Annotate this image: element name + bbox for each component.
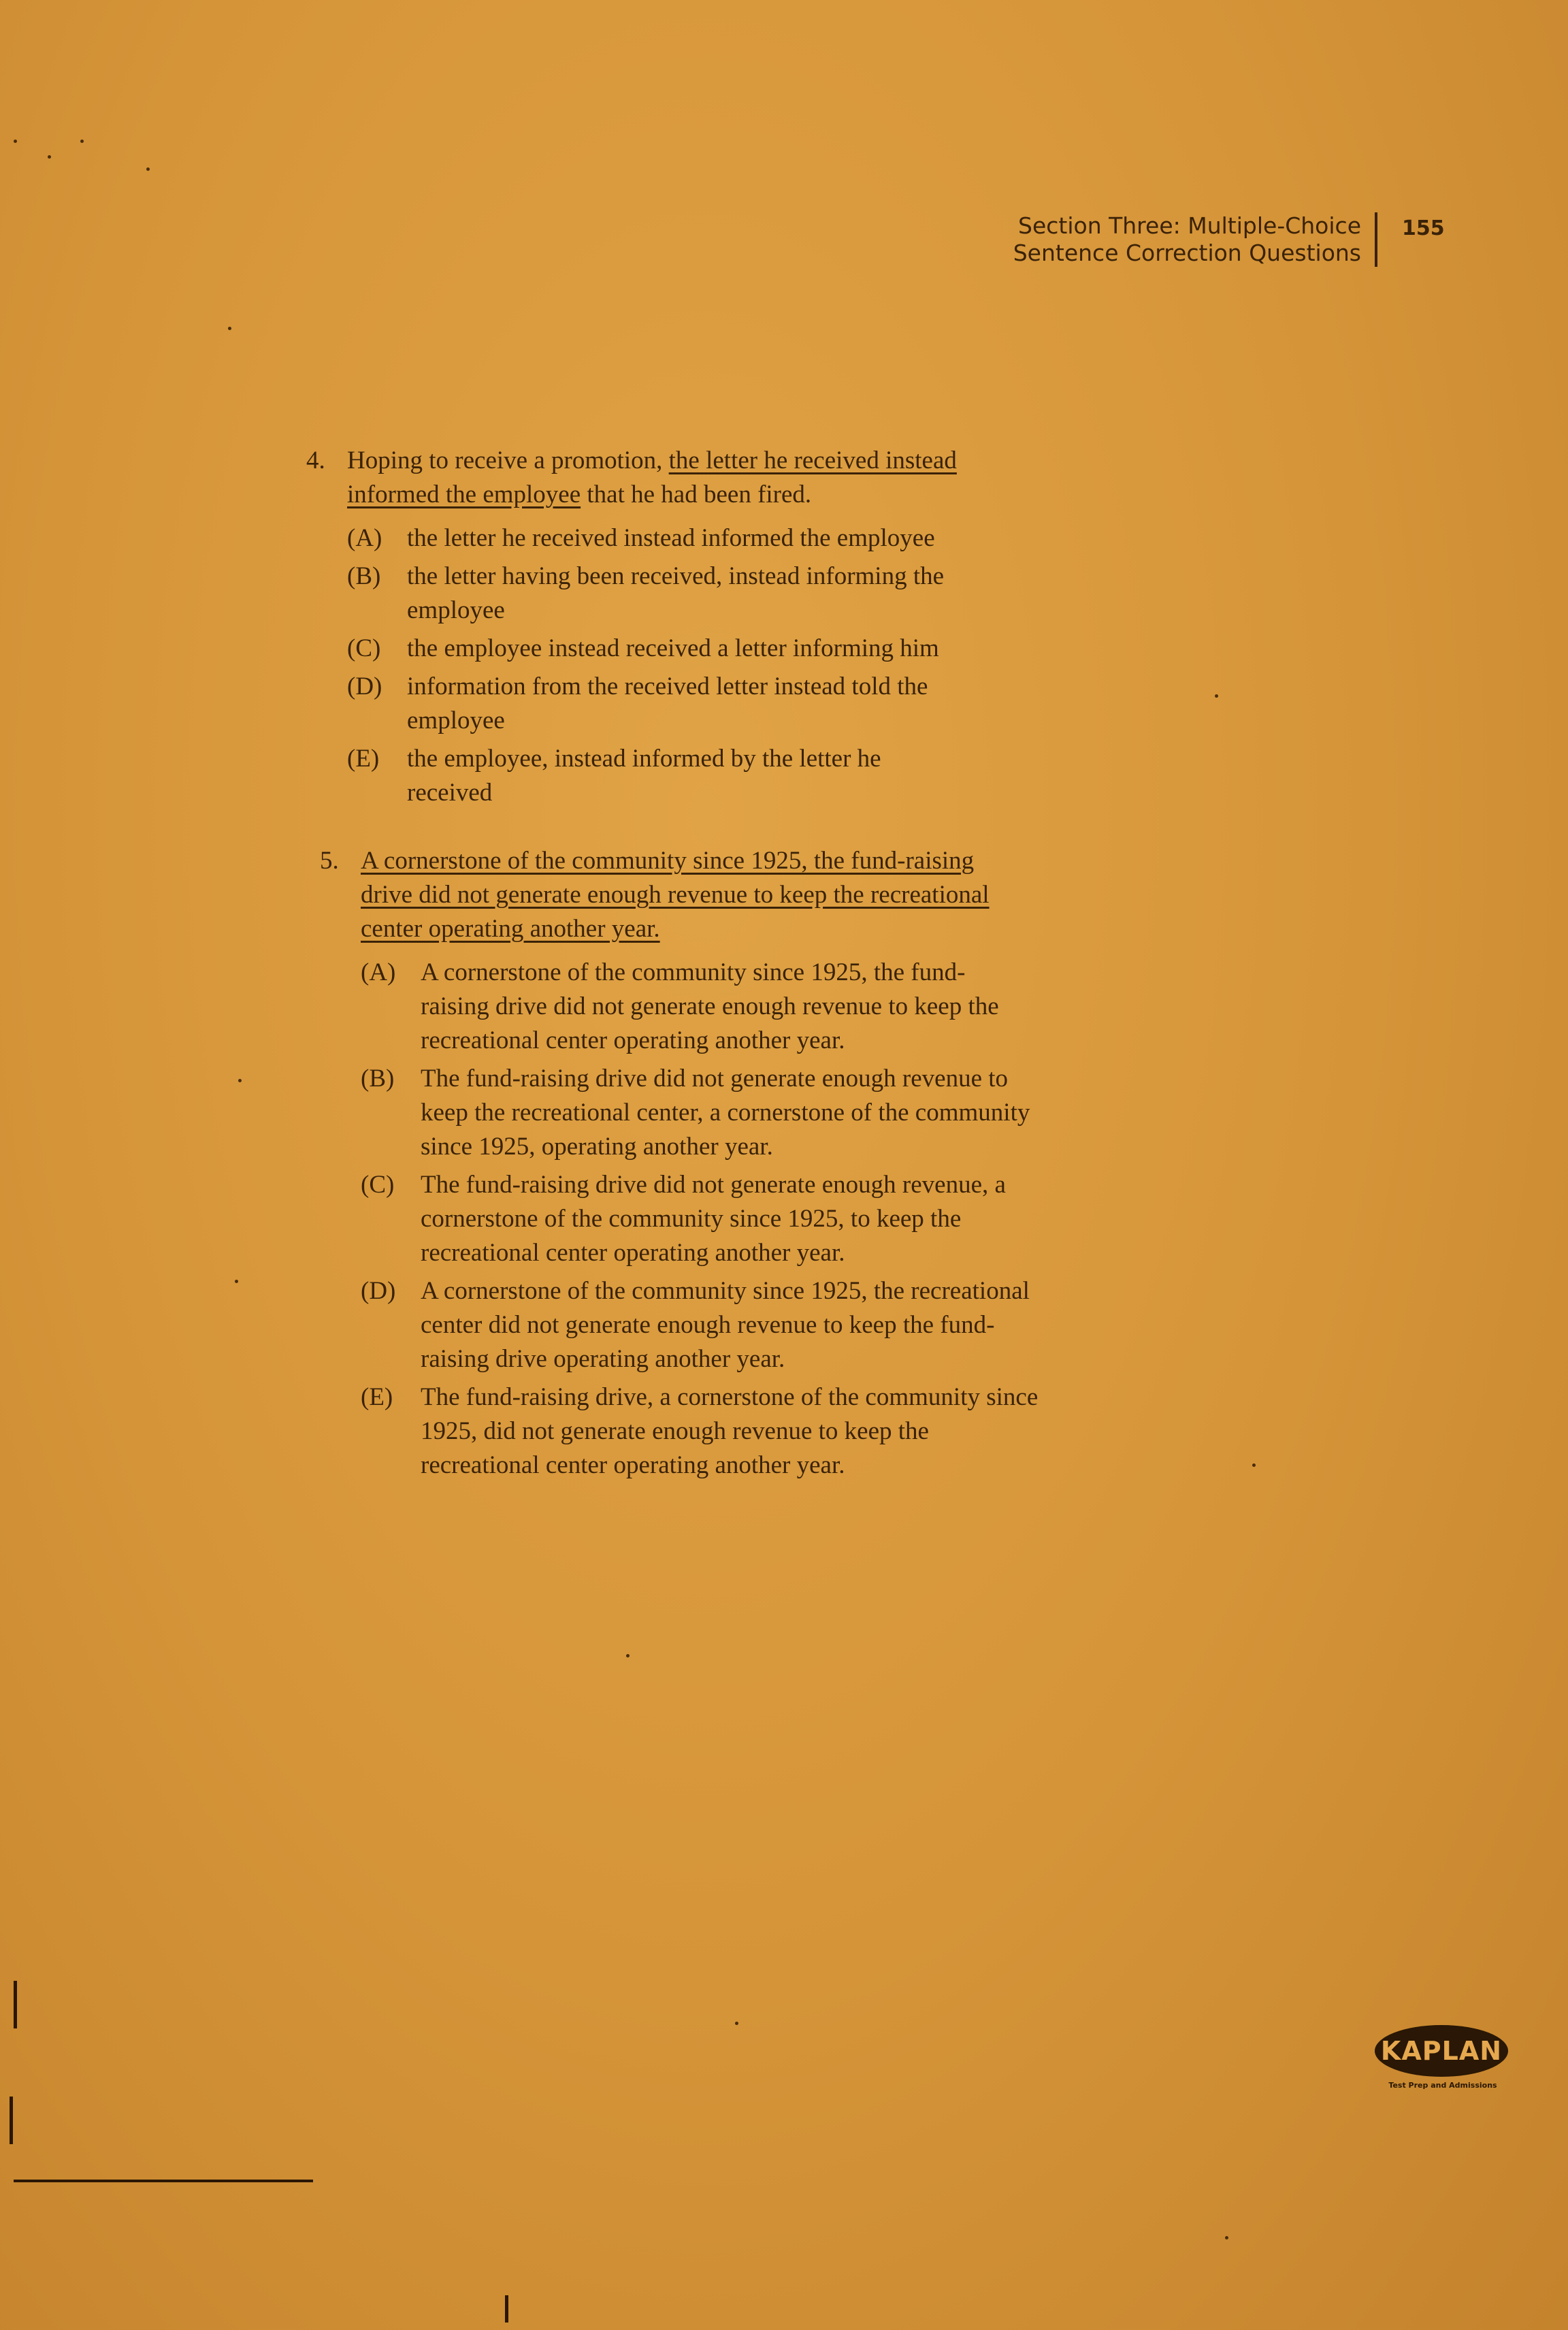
answer-choice-c[interactable]	[361, 1168, 1047, 1270]
kaplan-logo-mark: KAPLAN	[1375, 2025, 1508, 2077]
choice-letter: (B)	[361, 1065, 395, 1093]
choice-letter: (A)	[347, 524, 382, 552]
choice-letter: (B)	[347, 562, 381, 590]
paper-speck	[146, 167, 150, 171]
question-stem	[306, 444, 1033, 512]
question-number: 5.	[320, 847, 339, 875]
paper-speck	[238, 1079, 242, 1082]
answer-choice-e[interactable]	[347, 742, 1033, 810]
choice-letter: (E)	[361, 1383, 393, 1411]
question-number: 4.	[306, 447, 325, 474]
paper-speck	[80, 140, 84, 143]
answer-choices	[320, 956, 1047, 1483]
choice-text: the letter having been received, instead informing the employee	[407, 562, 945, 624]
kaplan-logo-tagline: Test Prep and Admissions	[1388, 2081, 1497, 2090]
question-4	[306, 444, 1033, 814]
paper-speck	[1225, 2236, 1228, 2239]
binding-mark	[10, 2097, 13, 2144]
choice-text: the letter he received instead informed the employee	[407, 524, 935, 552]
choice-letter: (C)	[347, 634, 381, 662]
choice-text: The fund-raising drive did not generate enough revenue, a cornerstone of the community since 1925, to keep the recreational center operating another year.	[421, 1171, 1006, 1267]
answer-choice-b[interactable]	[347, 560, 1033, 628]
paper-speck	[735, 2022, 738, 2025]
stem-plain-after: that he had been fired.	[581, 481, 812, 508]
answer-choice-b[interactable]	[361, 1062, 1047, 1164]
choice-text: The fund-raising drive did not generate enough revenue to keep the recreational center, a cornerstone of the community since 1925, operating another year.	[421, 1065, 1030, 1161]
header-section-title: Section Three: Multiple-Choice	[1018, 212, 1361, 239]
choice-text: The fund-raising drive, a cornerstone of the community since 1925, did not generate enough revenue to keep the recreational center operating another year.	[421, 1383, 1039, 1479]
binding-mark	[14, 1981, 17, 2028]
running-header	[885, 212, 1377, 267]
paper-speck	[1252, 1463, 1256, 1467]
stem-plain-before: Hoping to receive a promotion,	[347, 447, 669, 474]
answer-choices	[306, 521, 1033, 810]
binding-line	[14, 2180, 313, 2182]
paper-speck	[14, 140, 17, 143]
choice-letter: (D)	[347, 673, 382, 700]
stem-underlined-portion: the letter he received instead informed the employee	[347, 447, 957, 508]
answer-choice-c[interactable]	[347, 632, 1033, 666]
paper-speck	[48, 155, 51, 159]
question-stem-text	[361, 844, 1000, 946]
choice-text: A cornerstone of the community since 1925, the recreational center did not generate enough revenue to keep the fund-raising drive operating another year.	[421, 1277, 1030, 1373]
header-section-subtitle: Sentence Correction Questions	[1013, 240, 1361, 266]
stem-underlined-portion: A cornerstone of the community since 1925, the fund-raising drive did not generate enough revenue to keep the recreational center operating another year.	[361, 847, 990, 943]
choice-text: the employee instead received a letter informing him	[407, 634, 939, 662]
choice-text: information from the received letter instead told the employee	[407, 673, 928, 734]
question-stem-text	[347, 444, 1000, 512]
answer-choice-e[interactable]	[361, 1380, 1047, 1483]
answer-choice-a[interactable]	[361, 956, 1047, 1058]
choice-letter: (A)	[361, 958, 396, 986]
choice-letter: (E)	[347, 745, 380, 773]
question-5	[320, 844, 1047, 1487]
answer-choice-a[interactable]	[347, 521, 1033, 555]
paper-speck	[228, 327, 231, 330]
choice-letter: (D)	[361, 1277, 396, 1305]
choice-letter: (C)	[361, 1171, 395, 1199]
choice-text: A cornerstone of the community since 1925, the fund-raising drive did not generate enough revenue to keep the recreational center operating another year.	[421, 958, 999, 1054]
answer-choice-d[interactable]	[347, 670, 1033, 738]
paper-speck	[235, 1280, 238, 1283]
paper-speck	[1215, 694, 1218, 698]
page-number: 155	[1402, 216, 1445, 240]
paper-speck	[626, 1654, 630, 1657]
question-stem	[320, 844, 1047, 946]
kaplan-logo	[1375, 2025, 1511, 2090]
answer-choice-d[interactable]	[361, 1274, 1047, 1376]
binding-mark	[505, 2295, 508, 2323]
choice-text: the employee, instead informed by the letter he received	[407, 745, 881, 807]
